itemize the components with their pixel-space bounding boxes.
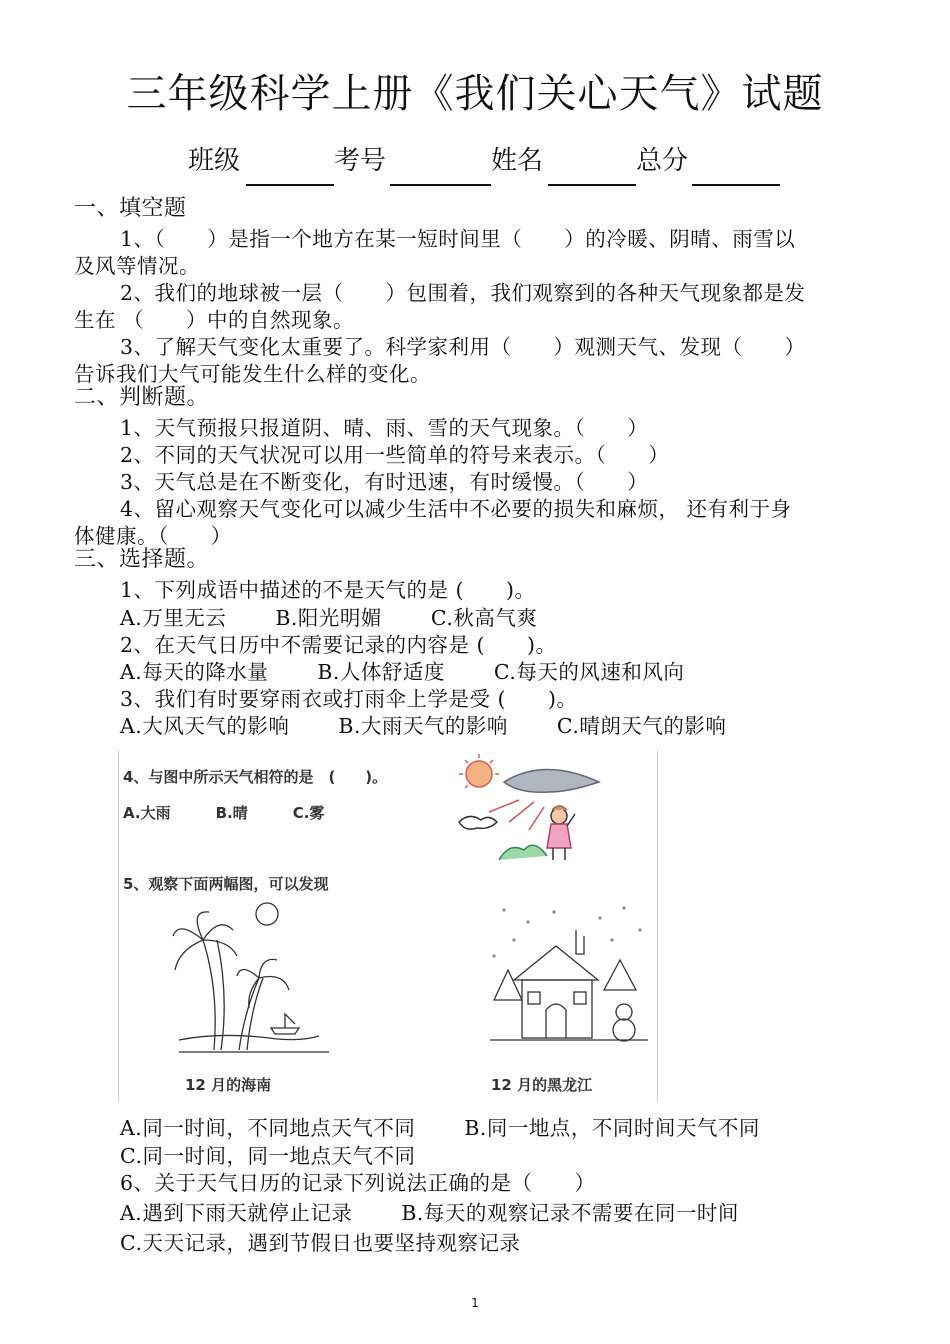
score-blank[interactable] (692, 184, 780, 186)
question-line: 3、天气总是在不断变化，有时迅速，有时缓慢。（ ） (120, 470, 649, 494)
option-line: C.天天记录，遇到节假日也要坚持观察记录 (120, 1231, 521, 1255)
figure-question-4: 4、与图中所示天气相符的是 ( )。 (123, 768, 388, 786)
page-title: 三年级科学上册《我们关心天气》试题 (126, 71, 824, 117)
caption-hainan: 12 月的海南 (185, 1076, 272, 1094)
figure-question-4-options: A.大雨 B.晴 C.雾 (123, 804, 325, 822)
page-number: 1 (471, 1296, 479, 1310)
question-line: 2、我们的地球被一层（ ）包围着，我们观察到的各种天气现象都是发 (120, 281, 806, 305)
question-line: 3、了解天气变化太重要了。科学家利用（ ）观测天气、发现（ ） (120, 335, 806, 359)
exam-number-label: 考号 (334, 146, 387, 176)
name-label: 姓名 (491, 146, 544, 176)
question-line: 3、我们有时要穿雨衣或打雨伞上学是受 ( )。 (120, 687, 578, 711)
question-line: 2、不同的天气状况可以用一些简单的符号来表示。（ ） (120, 443, 670, 467)
question-line: 6、关于天气日历的记录下列说法正确的是（ ） (120, 1171, 596, 1195)
question-line: 2、在天气日历中不需要记录的内容是 ( )。 (120, 633, 557, 657)
class-label: 班级 (188, 146, 241, 176)
score-label: 总分 (636, 146, 689, 176)
question-line: 1、（ ）是指一个地方在某一短时间里（ ）的冷暖、阴晴、雨雪以 (120, 227, 796, 251)
option-line: C.同一时间，同一地点天气不同 (120, 1144, 416, 1168)
question-line: 生在 （ ）中的自然现象。 (74, 308, 355, 332)
question-line: 4、留心观察天气变化可以减少生活中不必要的损失和麻烦， 还有利于身 (120, 497, 792, 521)
option-line: A.遇到下雨天就停止记录 B.每天的观察记录不需要在同一时间 (120, 1201, 739, 1225)
option-line: A.同一时间，不同地点天气不同 B.同一地点，不同时间天气不同 (120, 1116, 760, 1140)
section-heading: 一、填空题 (74, 196, 187, 221)
option-line: A.万里无云 B.阳光明媚 C.秋高气爽 (120, 606, 538, 630)
question-line: 1、天气预报只报道阴、晴、雨、雪的天气现象。（ ） (120, 416, 649, 440)
section-heading: 三、选择题。 (74, 547, 210, 572)
option-line: A.大风天气的影响 B.大雨天气的影响 C.晴朗天气的影响 (120, 714, 727, 738)
question-line: 及风等情况。 (74, 254, 200, 278)
sunny-weather-illustration (449, 752, 629, 864)
name-blank[interactable] (548, 184, 636, 186)
palm-beach-illustration (159, 900, 339, 1060)
option-line: A.每天的降水量 B.人体舒适度 C.每天的风速和风向 (120, 660, 685, 684)
exam-number-blank[interactable] (390, 184, 491, 186)
class-blank[interactable] (246, 184, 334, 186)
section-heading: 二、判断题。 (74, 385, 210, 410)
caption-heilongjiang: 12 月的黑龙江 (491, 1076, 593, 1094)
question-figure (118, 750, 658, 1102)
question-line: 告诉我们大气可能发生什么样的变化。 (74, 362, 431, 386)
figure-question-5: 5、观察下面两幅图，可以发现 (123, 875, 329, 893)
question-line: 1、下列成语中描述的不是天气的是 ( )。 (120, 578, 536, 602)
snowy-house-illustration (484, 900, 654, 1060)
question-line: 体健康。（ ） (74, 524, 232, 548)
